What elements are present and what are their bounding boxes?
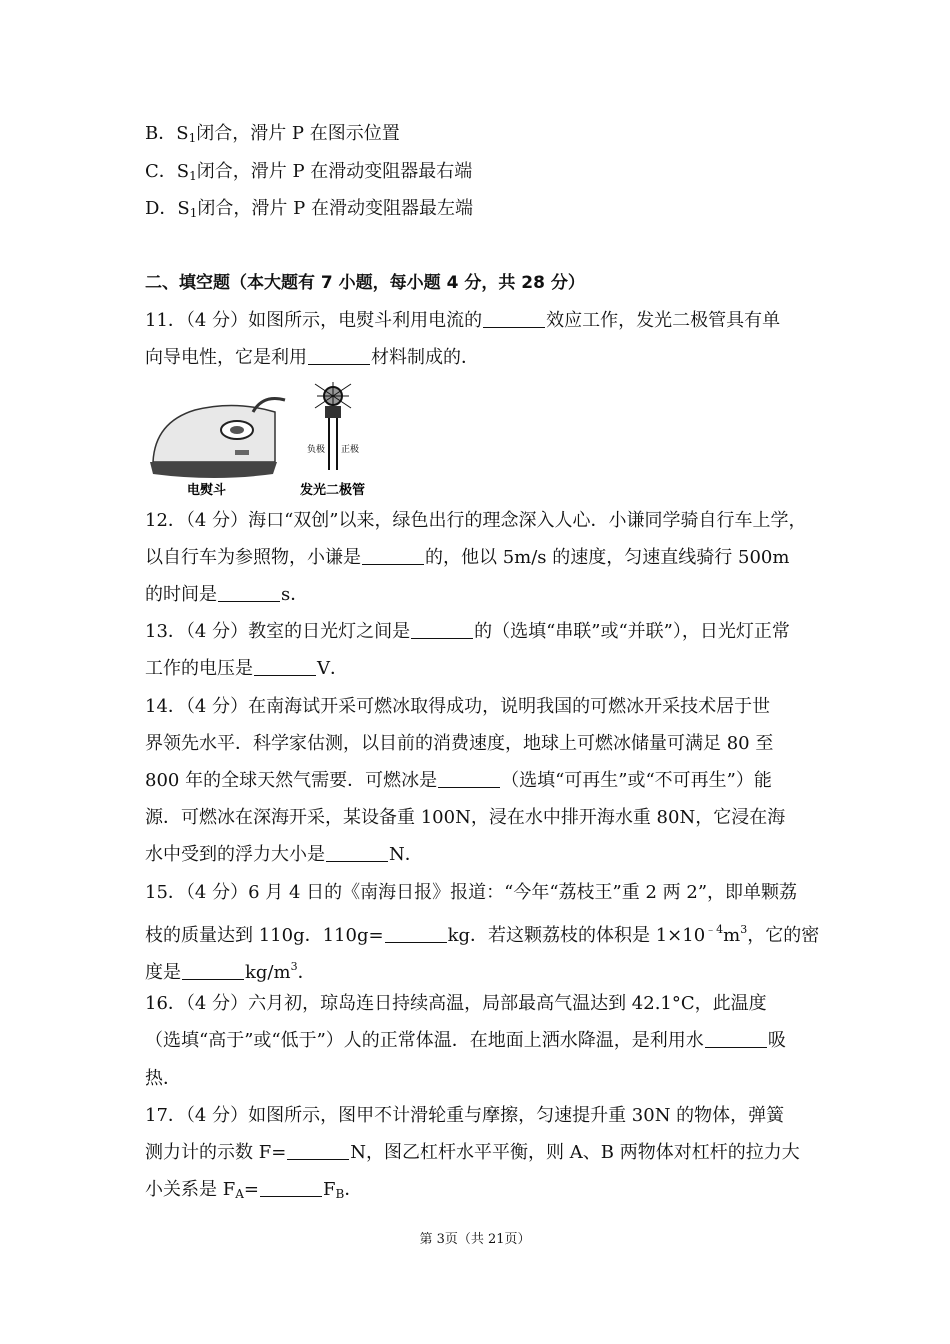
q14-line3: 800 年的全球天然气需要．可燃冰是 （选填“可再生”或“不可再生”）能 xyxy=(145,770,772,791)
section-title: 二、填空题（本大题有 7 小题，每小题 4 分，共 28 分） xyxy=(145,273,585,293)
answer-blank[interactable] xyxy=(287,1141,349,1160)
answer-blank[interactable] xyxy=(254,657,316,676)
q12-line3: 的时间是 s． xyxy=(145,584,309,605)
answer-blank[interactable] xyxy=(385,924,447,943)
led-diode-image xyxy=(315,382,351,470)
answer-blank[interactable] xyxy=(260,1178,322,1197)
answer-blank[interactable] xyxy=(218,583,280,602)
q14-line2: 界领先水平．科学家估测，以目前的消费速度，地球上可燃冰储量可满足 80 至 xyxy=(145,733,774,754)
led-pos-label: 正极 xyxy=(341,445,360,455)
q17-line2: 测力计的示数 F= N，图乙杠杆水平平衡，则 A、B 两物体对杠杆的拉力大 xyxy=(145,1142,800,1163)
answer-blank[interactable] xyxy=(483,309,545,328)
answer-blank[interactable] xyxy=(362,546,424,565)
q16-line1: 16．（4 分）六月初，琼岛连日持续高温，局部最高气温达到 42.1°C，此温度 xyxy=(145,993,767,1014)
option-b: B．$S_1$闭合，滑片 P 在图示位置 xyxy=(145,123,400,145)
q11-line1: 11．（4 分）如图所示，电熨斗利用电流的 效应工作，发光二极管具有单 xyxy=(145,310,781,331)
answer-blank[interactable] xyxy=(411,620,473,639)
option-c: C．$S_1$闭合，滑片 P 在滑动变阻器最右端 xyxy=(145,161,473,183)
option-d: D．$S_1$闭合，滑片 P 在滑动变阻器最左端 xyxy=(145,198,473,220)
q15-line3: 度是 $kg/m^3$． xyxy=(145,960,316,983)
answer-blank[interactable] xyxy=(308,346,370,365)
electric-iron-image xyxy=(150,399,285,479)
q11-line2: 向导电性，它是利用 材料制成的． xyxy=(145,347,479,368)
answer-blank[interactable] xyxy=(705,1029,767,1048)
q14-line4: 源．可燃冰在深海开采，某设备重 100N，浸在水中排开海水重 80N，它浸在海 xyxy=(145,807,786,828)
q13-line2: 工作的电压是 V． xyxy=(145,658,348,679)
q13-line1: 13．（4 分）教室的日光灯之间是 的（选填“串联”或“并联”），日光灯正常 xyxy=(145,621,790,642)
q17-line1: 17．（4 分）如图所示，图甲不计滑轮重与摩擦，匀速提升重 30N 的物体，弹簧 xyxy=(145,1105,785,1126)
q16-line3: 热． xyxy=(145,1068,181,1089)
q12-line1: 12．（4 分）海口“双创”以来，绿色出行的理念深入人心．小谦同学骑自行车上学， xyxy=(145,510,807,531)
iron-caption: 电熨斗 xyxy=(187,483,227,498)
q12-line2: 以自行车为参照物，小谦是 的，他以 5m/s 的速度，匀速直线骑行 500m xyxy=(145,547,790,568)
answer-blank[interactable] xyxy=(326,843,388,862)
answer-blank[interactable] xyxy=(182,961,244,980)
q15-line2: 枝的质量达到 110g．110g= kg．若这颗荔枝的体积是 $1\times 10^{﹣4}m^3$，它的密 xyxy=(145,923,820,946)
page-footer: 第 3页（共 21页） xyxy=(419,1232,531,1247)
answer-blank[interactable] xyxy=(438,769,500,788)
led-caption: 发光二极管 xyxy=(300,483,366,498)
led-neg-label: 负极 xyxy=(307,445,326,455)
q14-line5: 水中受到的浮力大小是 N． xyxy=(145,844,423,865)
q16-line2: （选填“高于”或“低于”）人的正常体温．在地面上洒水降温，是利用水 吸 xyxy=(145,1030,786,1051)
q15-line1: 15．（4 分）6 月 4 日的《南海日报》报道：“今年“荔枝王”重 2 两 2”，即单颗荔 xyxy=(145,882,798,903)
q14-line1: 14．（4 分）在南海试开采可燃冰取得成功，说明我国的可燃冰开采技术居于世 xyxy=(145,696,771,717)
q17-line3: 小关系是 $F_A= F_B$． xyxy=(145,1179,363,1201)
q11-figures xyxy=(145,382,405,502)
iron-and-led-figure xyxy=(145,382,405,502)
